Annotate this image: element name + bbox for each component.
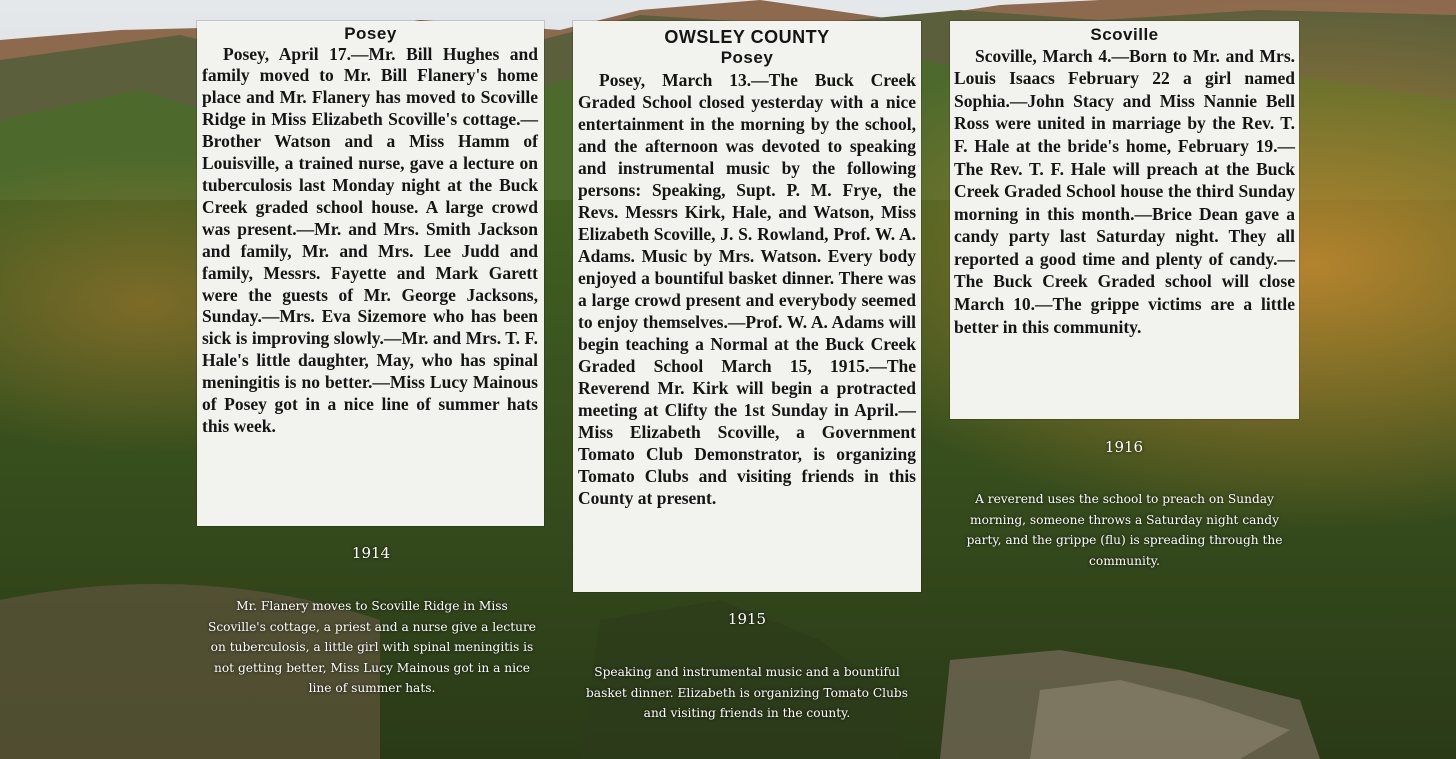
clipping-heading: Posey <box>344 24 397 43</box>
clipping-county-heading: OWSLEY COUNTY <box>664 27 830 47</box>
caption-1916: A reverend uses the school to preach on Sunday morning, someone throws a Saturday night candy party, and the grippe (flu) is spreading through the community. <box>966 492 1283 568</box>
year-label-1916: 1916 <box>1104 438 1144 456</box>
newspaper-clipping-1914 <box>197 21 544 526</box>
clipping-text: Posey, April 17.—Mr. Bill Hughes and family moved to Mr. Bill Flanery's home place and Mr. Flanery has moved to Scoville Ridge in Miss Elizabeth Scoville's cottage.—Brother Watson and a Miss Hamm of Louisville, a trained nurse, gave a lecture on tuberculosis last Monday night at the Buck Creek graded school house. A large crowd was present.—Mr. and Mrs. Smith Jackson and family, Mr. and Mrs. Lee Judd and family, Messrs. Fayette and Mark Garett were the guests of Mr. George Jacksons, Sunday.—Mrs. Eva Sizemore who has been sick is improving slowly.—Mr. and Mrs. T. F. Hale's little daughter, May, who has spinal meningitis is no better.—Miss Lucy Mainous of Posey got in a nice line of summer hats this week. <box>202 43 538 436</box>
clipping-heading: Posey <box>720 47 774 67</box>
clipping-text: Scoville, March 4.—Born to Mr. and Mrs. Louis Isaacs February 22 a girl named Sophia.—John Stacy and Miss Nannie Bell Ross were united in marriage by the Rev. T. F. Hale at the bride's home, February 19.—The Rev. T. F. Hale will preach at the Buck Creek Graded School house the third Sunday morning in this month.—Brice Dean gave a candy party last Saturday night. They all reported a good time and plenty of candy.—The Buck Creek Graded school will close March 10.—The grippe victims are a little better in this community. <box>954 45 1295 337</box>
caption-1914: Mr. Flanery moves to Scoville Ridge in Miss Scoville's cottage, a priest and a nurse give a lecture on tuberculosis, a little girl with spinal meningitis is not getting better, Miss Lucy Mainous got in a nice line of summer hats. <box>207 599 536 695</box>
newspaper-clipping-1915 <box>573 21 921 592</box>
caption-1915: Speaking and instrumental music and a bountiful basket dinner. Elizabeth is organizing Tomato Clubs and visiting friends in the county. <box>586 665 908 720</box>
clipping-text: Posey, March 13.—The Buck Creek Graded School closed yesterday with a nice entertainment in the morning by the school, and the afternoon was devoted to speaking and instrumental music by the following persons: Speaking, Supt. P. M. Frye, the Revs. Messrs Kirk, Hale, and Watson, Miss Elizabeth Scoville, J. S. Rowland, Prof. W. A. Adams. Music by Mrs. Watson. Every body enjoyed a bountiful basket dinner. There was a large crowd present and everybody seemed to enjoy themselves.—Prof. W. A. Adams will begin teaching a Normal at the Buck Creek Graded School March 15, 1915.—The Reverend Mr. Kirk will begin a protracted meeting at Clifty the 1st Sunday in April.—Miss Elizabeth Scoville, a Government Tomato Club Demonstrator, is organizing Tomato Clubs and visiting friends in this County at present. <box>578 70 916 509</box>
year-label-1915: 1915 <box>727 610 767 628</box>
clipping-heading: Scoville <box>1090 25 1159 44</box>
newspaper-clipping-1916 <box>950 21 1299 419</box>
year-label-1914: 1914 <box>351 544 391 562</box>
